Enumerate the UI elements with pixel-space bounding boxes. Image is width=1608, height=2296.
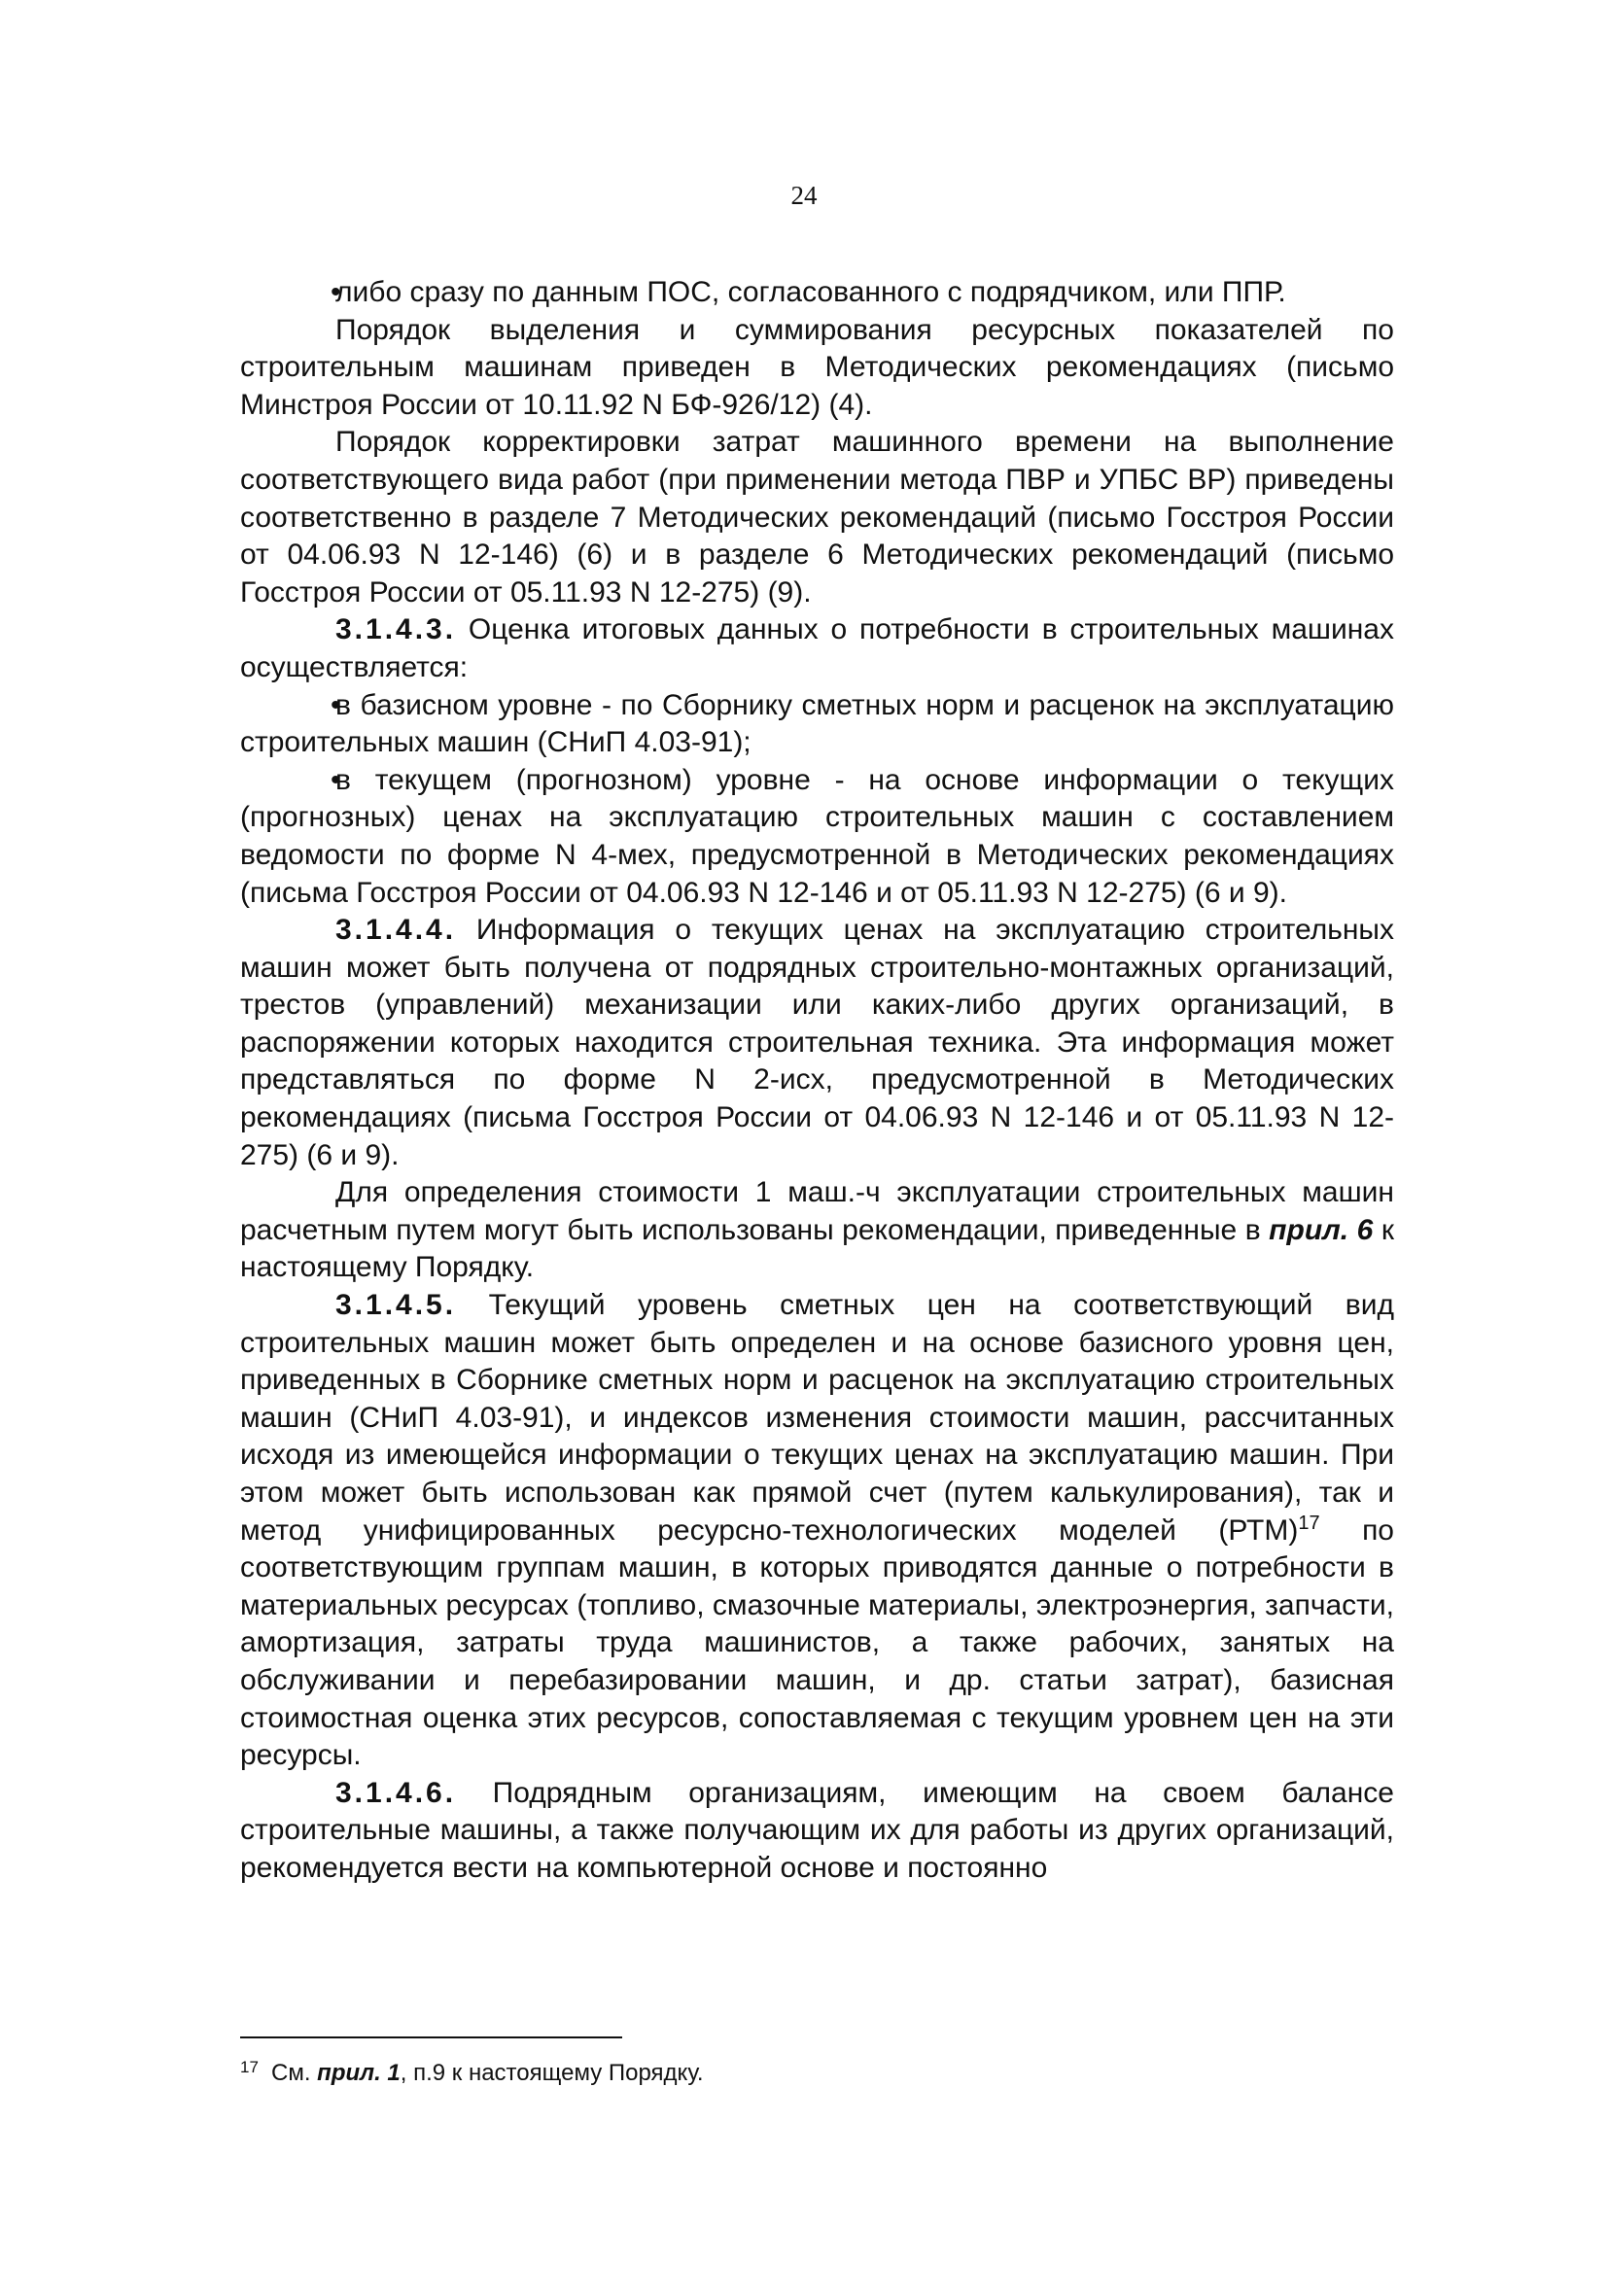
section-3-1-4-5 bbox=[240, 1287, 1394, 1775]
section-number: 3.1.4.4. bbox=[335, 914, 457, 947]
paragraph-text: Подрядным организациям, имеющим на своем балансе строительные машины, а также получающим их для работы из других организаций, рекомендуется вести на компьютерной основе и постоянно bbox=[240, 1776, 1394, 1884]
footnote-mark: 17 bbox=[240, 2058, 259, 2076]
paragraph-text: Порядок корректировки затрат машинного времени на выполнение соответствующего вида работ (при применении метода ПВР и УПБС ВР) приведены соответственно в разделе 7 Методических рекомендаций (письмо Госстроя России от 04.06.93 N 12-146) (6) и в разделе 6 Методических рекомендаций (письмо Госстроя России от 05.11.93 N 12-275) (9). bbox=[240, 426, 1394, 609]
list-item bbox=[240, 687, 1394, 762]
paragraph bbox=[240, 424, 1394, 611]
paragraph bbox=[240, 312, 1394, 425]
list-item-text: в текущем (прогнозном) уровне - на основе информации о текущих (прогнозных) ценах на эксплуатацию строительных машин с составлением ведомости по форме N 4-мех, предусмотренной в Методических рекомендациях (письма Госстроя России от 04.06.93 N 12-146 и от 05.11.93 N 12-275) (6 и 9). bbox=[240, 763, 1394, 909]
section-number: 3.1.4.6. bbox=[335, 1776, 457, 1809]
list-item bbox=[240, 762, 1394, 912]
paragraph-text: Информация о текущих ценах на эксплуатацию строительных машин может быть получена от подрядных строительно-монтажных организаций, трестов (управлений) механизации или каких-либо других организаций, в распоряжении которых находится строительная техника. Эта информация может представляться по форме N 2-исх, предусмотренной в Методических рекомендациях (письма Госстроя России от 04.06.93 N 12-146 и от 05.11.93 N 12-275) (6 и 9). bbox=[240, 914, 1394, 1171]
footnote bbox=[240, 2059, 1394, 2088]
body-text bbox=[240, 274, 1394, 1888]
list-item-text: в базисном уровне - по Сборнику сметных норм и расценок на эксплуатацию строительных машин (СНиП 4.03-91); bbox=[240, 688, 1394, 759]
appendix-reference: прил. 1 bbox=[317, 2060, 401, 2086]
footnote-text: , п.9 к настоящему Порядку. bbox=[400, 2060, 704, 2086]
paragraph-text: к настоящему Порядку. bbox=[240, 1213, 1395, 1284]
footnote-text: См. bbox=[271, 2060, 318, 2086]
paragraph-text: Для определения стоимости 1 маш.-ч эксплуатации строительных машин расчетным путем могут быть использованы рекомендации, приведенные в bbox=[240, 1176, 1394, 1246]
paragraph-text: Оценка итоговых данных о потребности в строительных машинах осуществляется: bbox=[240, 613, 1394, 683]
section-3-1-4-6 bbox=[240, 1775, 1394, 1888]
appendix-reference: прил. 6 bbox=[1269, 1213, 1374, 1246]
footnote-reference: 17 bbox=[1298, 1512, 1320, 1534]
list-item-text: либо сразу по данным ПОС, согласованного с подрядчиком, или ППР. bbox=[335, 276, 1286, 308]
footnote-divider bbox=[240, 2036, 622, 2038]
paragraph-text: по соответствующим группам машин, в которых приводятся данные о потребности в материальных ресурсах (топливо, смазочные материалы, электроэнергия, запчасти, амортизация, затраты труда машинистов, а также рабочих, занятых на обслуживании и перебазировании машин, и др. статьи затрат), базисная стоимостная оценка этих ресурсов, сопоставляемая с текущим уровнем цен на эти ресурсы. bbox=[240, 1513, 1394, 1772]
section-3-1-4-4 bbox=[240, 912, 1394, 1174]
paragraph bbox=[240, 1174, 1394, 1287]
section-number: 3.1.4.3. bbox=[335, 613, 457, 646]
page-number: 24 bbox=[790, 181, 818, 210]
paragraph-text: Порядок выделения и суммирования ресурсных показателей по строительным машинам приведен в Методических рекомендациях (письмо Минстроя России от 10.11.92 N БФ-926/12) (4). bbox=[240, 313, 1394, 421]
paragraph-text: Текущий уровень сметных цен на соответствующий вид строительных машин может быть определен и на основе базисного уровня цен, приведенных в Сборнике сметных норм и расценок на эксплуатацию строительных машин (СНиП 4.03-91), и индексов изменения стоимости машин, рассчитанных исходя из имеющейся информации о текущих ценах на эксплуатацию машин. При этом может быть использован как прямой счет (путем калькулирования), так и метод унифицированных ресурсно-технологических моделей (РТМ) bbox=[240, 1289, 1394, 1547]
list-item-continued bbox=[240, 274, 1394, 312]
section-number: 3.1.4.5. bbox=[335, 1289, 457, 1322]
section-3-1-4-3 bbox=[240, 611, 1394, 686]
